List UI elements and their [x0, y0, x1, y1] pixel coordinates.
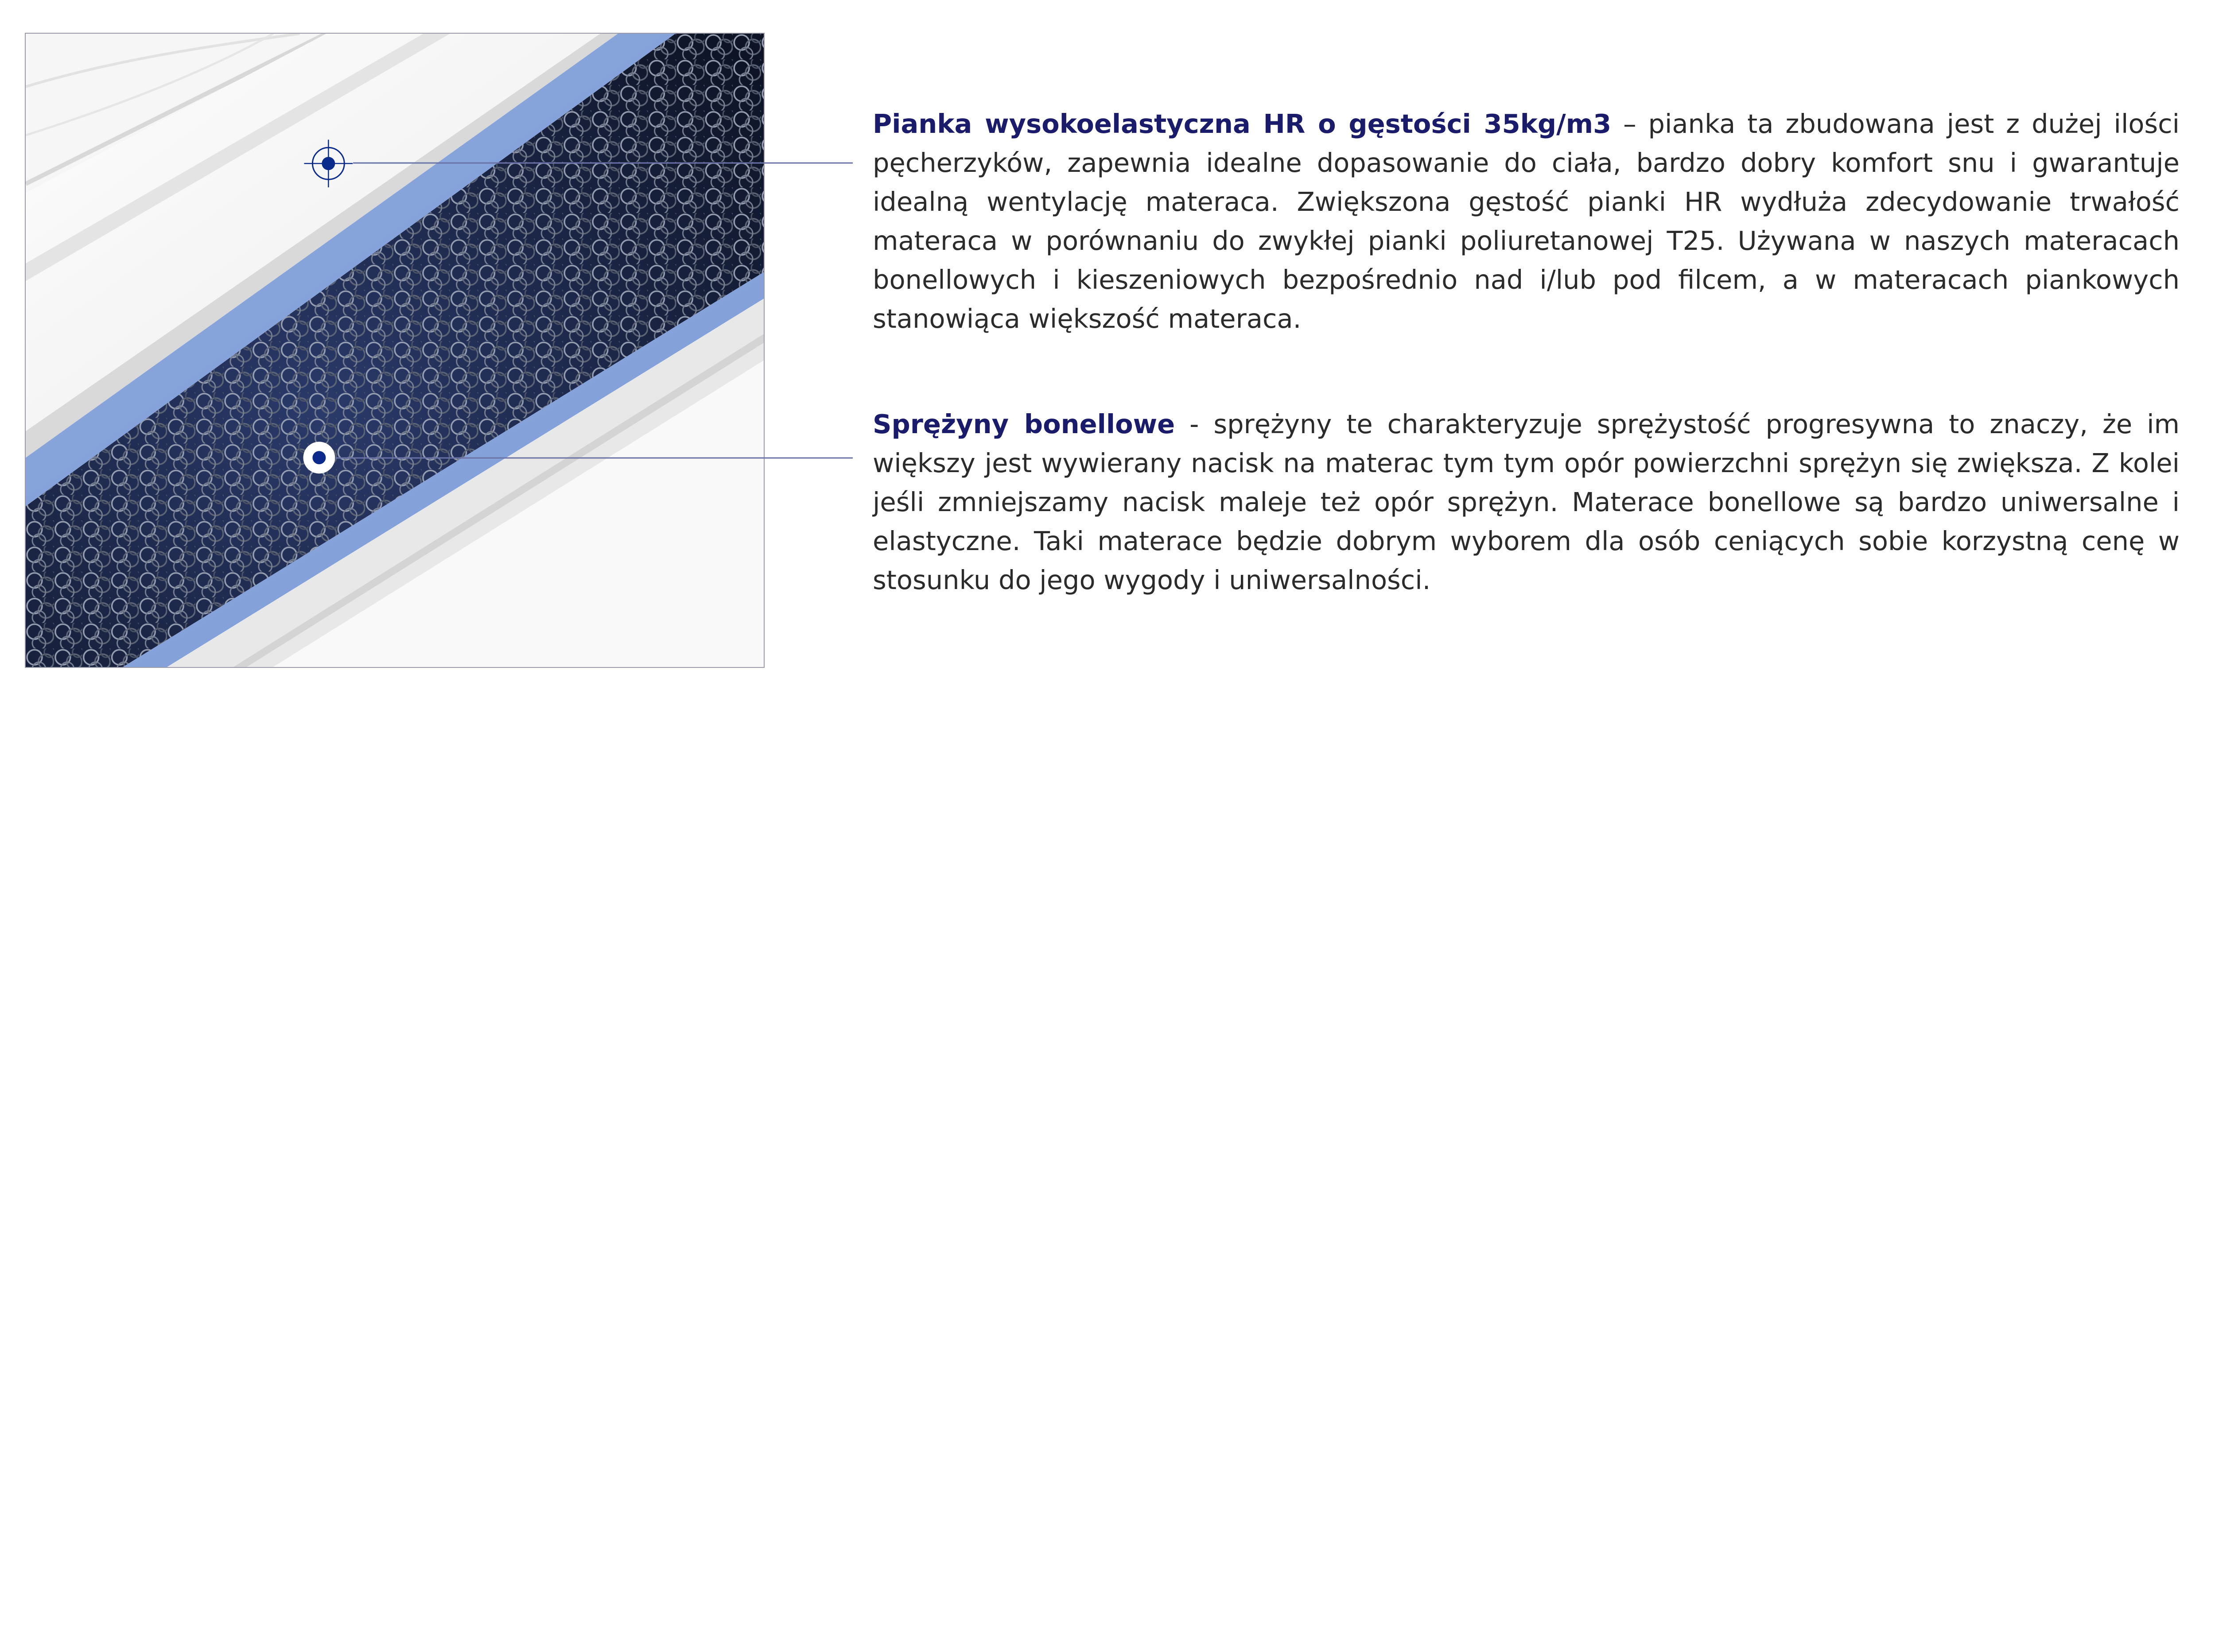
foam-description: [873, 105, 2180, 338]
spring-marker-icon: [303, 442, 335, 473]
mattress-layers-graphic: [26, 34, 764, 667]
springs-term: Sprężyny bonellowe: [873, 409, 1175, 439]
mattress-cross-section-illustration: [25, 33, 765, 668]
springs-description: [873, 405, 2180, 600]
foam-term: Pianka wysokoelastyczna HR o gęstości 35kg/m3: [873, 109, 1612, 139]
foam-text: – pianka ta zbudowana jest z dużej ilości pęcherzyków, zapewnia idealne dopasowanie do ciała, bardzo dobry komfort snu i gwarantuje idealną wentylację materaca. Zwiększona gęstość pianki HR wydłuża zdecydowanie trwałość materaca w porównaniu do zwykłej pianki poliuretanowej T25. Używana w naszych materacach bonellowych i kieszeniowych bezpośrednio nad i/lub pod filcem, a w materacach piankowych stanowiąca większość materaca.: [873, 109, 2180, 334]
springs-text: - sprężyny te charakteryzuje sprężystość progresywna to znaczy, że im większy jest wywierany nacisk na materac tym tym opór powierzchni sprężyn się zwiększa. Z kolei jeśli zmniejszamy nacisk maleje też opór sprężyn. Materace bonellowe są bardzo uniwersalne i elastyczne. Taki materace będzie dobrym wyborem dla osób ceniących sobie korzystną cenę w stosunku do jego wygody i uniwersalności.: [873, 409, 2180, 595]
